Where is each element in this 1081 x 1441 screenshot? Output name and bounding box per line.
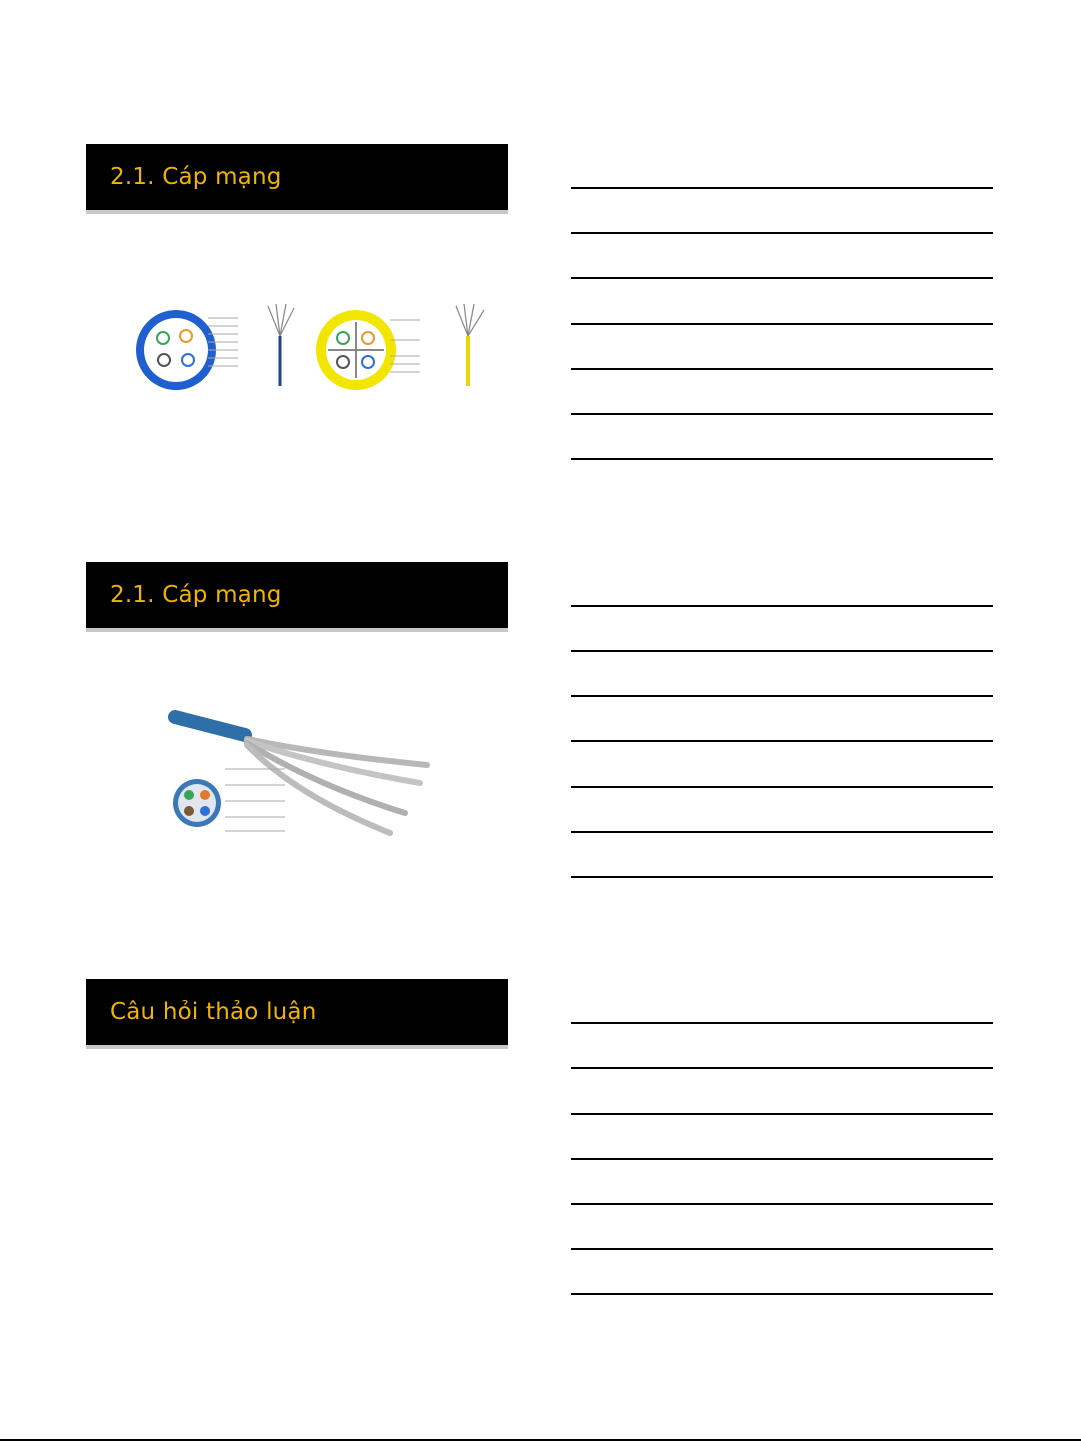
note-line <box>571 1293 993 1295</box>
note-line <box>571 1067 993 1069</box>
note-line <box>571 695 993 697</box>
yellow-cable-strand <box>456 304 484 386</box>
slide-3 <box>86 979 508 1049</box>
note-line <box>571 605 993 607</box>
note-line <box>571 1158 993 1160</box>
note-line <box>571 187 993 189</box>
note-line <box>571 1248 993 1250</box>
cable-cross-section-figure <box>128 296 498 396</box>
blue-cable-strand <box>268 304 294 386</box>
shielded-strands <box>247 739 427 833</box>
slide-title: 2.1. Cáp mạng <box>110 582 282 608</box>
note-line <box>571 1113 993 1115</box>
note-line <box>571 232 993 234</box>
cross-section-callouts <box>225 769 285 831</box>
yellow-cable-cross-section <box>316 310 396 390</box>
slide-header <box>86 144 508 214</box>
note-line <box>571 1022 993 1024</box>
slide-title: 2.1. Cáp mạng <box>110 164 282 190</box>
slide-1 <box>86 144 508 214</box>
note-line <box>571 786 993 788</box>
cable-jacket <box>175 717 245 735</box>
note-line <box>571 876 993 878</box>
note-line <box>571 323 993 325</box>
slide-header <box>86 979 508 1049</box>
slide-header <box>86 562 508 632</box>
note-line <box>571 1203 993 1205</box>
blue-cable-cross-section <box>136 310 216 390</box>
note-line <box>571 650 993 652</box>
note-line <box>571 831 993 833</box>
slide-title: Câu hỏi thảo luận <box>110 999 317 1025</box>
note-line <box>571 458 993 460</box>
note-line <box>571 368 993 370</box>
note-line <box>571 277 993 279</box>
note-line <box>571 740 993 742</box>
slide-2 <box>86 562 508 632</box>
shielded-cable-figure <box>165 705 435 845</box>
cable-cross-section <box>173 779 221 827</box>
note-line <box>571 413 993 415</box>
